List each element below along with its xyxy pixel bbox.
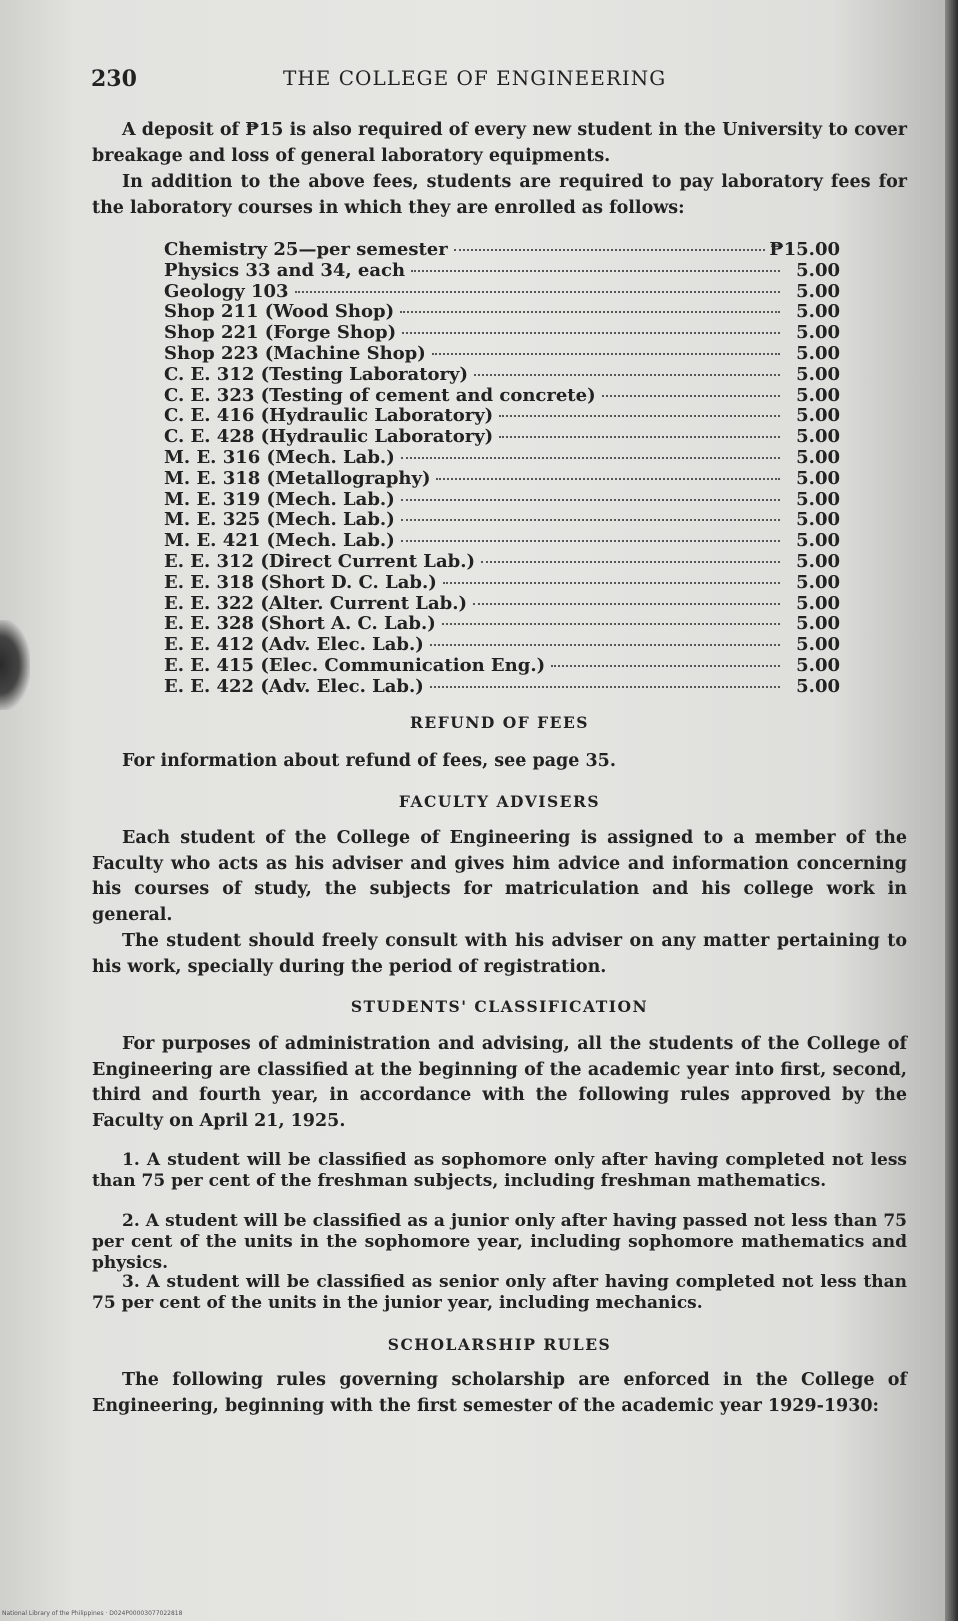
fee-course: Chemistry 25—per semester [164, 239, 448, 260]
fee-amount: 5.00 [796, 550, 840, 572]
fee-course: Shop 223 (Machine Shop) [164, 342, 426, 364]
dot-leader [454, 249, 766, 251]
scholarship-text: The following rules governing scholarship are enforced in the College of Engineering, beginning with the first semester of the academic year 1929-1930: [92, 1370, 907, 1416]
fee-row [164, 594, 840, 615]
classification-rule-2 [92, 1211, 907, 1274]
advisers-heading: FACULTY ADVISERS [398, 792, 601, 811]
fee-course: E. E. 415 (Elec. Communication Eng.) [164, 654, 546, 676]
fee-row [164, 323, 840, 344]
fee-course: M. E. 319 (Mech. Lab.) [164, 488, 395, 510]
fee-amount: 5.00 [796, 280, 840, 302]
fee-amount: 5.00 [796, 509, 840, 531]
dot-leader [432, 353, 780, 355]
page-blot [0, 620, 30, 710]
classification-intro-text: For purposes of administration and advising, all the students of the College of Engineering are classified at the beginning of the academic year into first, second, third and fourth year, in accordance with the following rules approved by the Faculty on April 21, 1925. [92, 1034, 907, 1131]
fee-course: C. E. 312 (Testing Laboratory) [164, 363, 468, 385]
fee-course: Physics 33 and 34, each [164, 259, 406, 281]
fee-amount: 5.00 [796, 530, 840, 552]
lab-fees-text: In addition to the above fees, students are required to pay laboratory fees for the laboratory courses in which they are enrolled as follows: [92, 172, 907, 218]
dot-leader [401, 519, 780, 521]
fee-course: E. E. 328 (Short A. C. Lab.) [164, 613, 436, 635]
dot-leader [443, 582, 780, 584]
scholarship-paragraph [92, 1368, 907, 1419]
page-header [91, 66, 891, 96]
fee-amount: 5.00 [796, 488, 840, 510]
fee-row [164, 531, 840, 552]
classification-rule-1 [92, 1150, 907, 1192]
dot-leader [481, 561, 780, 563]
scan-footer-note: National Library of the Philippines · D024P00003077022818 [2, 1610, 183, 1617]
fee-list [164, 240, 840, 698]
fee-amount: ₱15.00 [769, 239, 840, 260]
rule-text-2: 2. A student will be classified as a junior only after having passed not less than 75 per cent of the units in the sophomore year, including sophomore mathematics and physics. [92, 1211, 907, 1273]
fee-course: C. E. 428 (Hydraulic Laboratory) [164, 426, 494, 448]
fee-row [164, 490, 840, 511]
fee-course: C. E. 323 (Testing of cement and concrete) [164, 384, 596, 406]
fee-amount: 5.00 [796, 613, 840, 635]
dot-leader [430, 644, 780, 646]
fee-row [164, 448, 840, 469]
fee-row [164, 573, 840, 594]
fee-row [164, 406, 840, 427]
fee-row [164, 282, 840, 303]
page-number: 230 [91, 66, 137, 92]
fee-amount: 5.00 [796, 467, 840, 489]
fee-row [164, 677, 840, 698]
dot-leader [602, 395, 780, 397]
fee-amount: 5.00 [796, 363, 840, 385]
fee-course: Geology 103 [164, 280, 289, 302]
deposit-paragraph [92, 118, 907, 169]
fee-course: E. E. 412 (Adv. Elec. Lab.) [164, 634, 424, 656]
dot-leader [436, 478, 780, 480]
classification-intro [92, 1032, 907, 1134]
classification-heading: STUDENTS' CLASSIFICATION [350, 997, 649, 1016]
fee-amount: 5.00 [796, 426, 840, 448]
fee-course: C. E. 416 (Hydraulic Laboratory) [164, 405, 494, 427]
rule-text-1: 1. A student will be classified as sophomore only after having completed not less than 75 per cent of the freshman subjects, including freshman mathematics. [92, 1150, 907, 1191]
fee-row [164, 635, 840, 656]
refund-paragraph [92, 749, 907, 775]
fee-row [164, 656, 840, 677]
dot-leader [551, 665, 780, 667]
fee-row [164, 614, 840, 635]
fee-course: E. E. 318 (Short D. C. Lab.) [164, 571, 437, 593]
fee-course: M. E. 421 (Mech. Lab.) [164, 530, 395, 552]
fee-course: E. E. 422 (Adv. Elec. Lab.) [164, 675, 424, 697]
fee-amount: 5.00 [796, 301, 840, 323]
advisers-paragraph-2 [92, 929, 907, 980]
fee-amount: 5.00 [796, 592, 840, 614]
fee-course: Shop 221 (Forge Shop) [164, 322, 397, 344]
dot-leader [430, 686, 780, 688]
dot-leader [442, 623, 780, 625]
fee-amount: 5.00 [796, 322, 840, 344]
fee-amount: 5.00 [796, 446, 840, 468]
fee-amount: 5.00 [796, 405, 840, 427]
fee-course: Shop 211 (Wood Shop) [164, 301, 395, 323]
fee-row [164, 365, 840, 386]
fee-row [164, 302, 840, 323]
refund-text: For information about refund of fees, see page 35. [122, 751, 616, 771]
dot-leader [401, 457, 780, 459]
dot-leader [295, 291, 780, 293]
fee-course: E. E. 322 (Alter. Current Lab.) [164, 592, 467, 614]
scholarship-heading: SCHOLARSHIP RULES [387, 1335, 612, 1354]
fee-course: E. E. 312 (Direct Current Lab.) [164, 550, 475, 572]
fee-course: M. E. 325 (Mech. Lab.) [164, 509, 395, 531]
dot-leader [411, 270, 780, 272]
dot-leader [473, 603, 780, 605]
lab-fees-paragraph [92, 170, 907, 221]
fee-amount: 5.00 [796, 384, 840, 406]
rule-text-3: 3. A student will be classified as senior only after having completed not less than 75 per cent of the units in the junior year, including mechanics. [92, 1272, 907, 1313]
fee-row [164, 510, 840, 531]
fee-row [164, 344, 840, 365]
fee-amount: 5.00 [796, 571, 840, 593]
dot-leader [474, 374, 780, 376]
fee-row [164, 240, 840, 261]
fee-amount: 5.00 [796, 654, 840, 676]
classification-rule-3 [92, 1272, 907, 1314]
dot-leader [400, 311, 780, 313]
running-title: THE COLLEGE OF ENGINEERING [283, 66, 667, 90]
advisers-paragraph-1 [92, 826, 907, 928]
deposit-text: A deposit of ₱15 is also required of every new student in the University to cover breakage and loss of general laboratory equipments. [92, 120, 907, 166]
fee-row [164, 552, 840, 573]
fee-row [164, 469, 840, 490]
dot-leader [499, 415, 780, 417]
fee-amount: 5.00 [796, 634, 840, 656]
fee-amount: 5.00 [796, 675, 840, 697]
dot-leader [401, 540, 780, 542]
dot-leader [499, 436, 780, 438]
fee-amount: 5.00 [796, 259, 840, 281]
fee-row [164, 261, 840, 282]
fee-row [164, 427, 840, 448]
dot-leader [402, 332, 780, 334]
fee-course: M. E. 316 (Mech. Lab.) [164, 446, 395, 468]
refund-heading: REFUND OF FEES [410, 713, 589, 732]
fee-row [164, 386, 840, 407]
fee-course: M. E. 318 (Metallography) [164, 467, 431, 489]
page-edge-shadow [945, 0, 958, 1621]
advisers-text-1: Each student of the College of Engineering is assigned to a member of the Faculty who acts as his adviser and gives him advice and information concerning his courses of study, the subjects for matriculation and his college work in general. [92, 828, 907, 925]
fee-amount: 5.00 [796, 342, 840, 364]
dot-leader [401, 499, 780, 501]
advisers-text-2: The student should freely consult with his adviser on any matter pertaining to his work, specially during the period of registration. [92, 931, 907, 977]
